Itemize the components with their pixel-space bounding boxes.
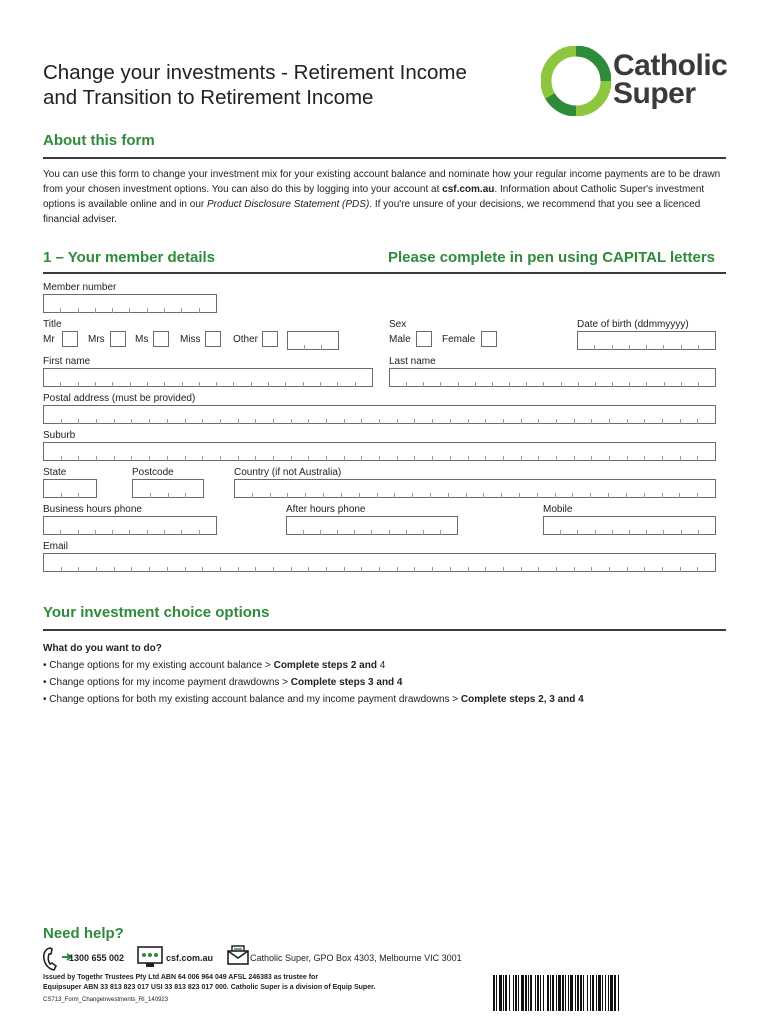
sex-female-label: Female: [442, 334, 476, 345]
sex-female-checkbox[interactable]: [481, 331, 497, 347]
postal-address-label: Postal address (must be provided): [43, 393, 196, 404]
help-website[interactable]: csf.com.au: [166, 953, 214, 963]
business-phone-label: Business hours phone: [43, 504, 142, 515]
postal-address-field[interactable]: [43, 405, 716, 424]
dob-label: Date of birth (ddmmyyyy): [577, 319, 689, 330]
title-ms-label: Ms: [135, 334, 149, 345]
sex-male-label: Male: [389, 334, 411, 345]
title-other-label: Other: [233, 334, 259, 345]
choice-option-3: • Change options for both my existing account balance and my income payment drawdowns > Complete steps 2, 3 and 4: [43, 694, 584, 705]
suburb-label: Suburb: [43, 430, 76, 441]
help-phone[interactable]: 1300 655 002: [69, 953, 125, 963]
need-help-heading: Need help?: [43, 925, 124, 942]
email-field[interactable]: [43, 553, 716, 572]
title-label: Title: [43, 319, 62, 330]
title-other-checkbox[interactable]: [262, 331, 278, 347]
logo-mark-icon: [541, 46, 611, 116]
after-hours-phone-field[interactable]: [286, 516, 458, 535]
last-name-label: Last name: [389, 356, 436, 367]
page-title: Change your investments - Retirement Income and Transition to Retirement Income: [43, 61, 467, 109]
member-number-field[interactable]: [43, 294, 217, 313]
mobile-label: Mobile: [543, 504, 573, 515]
title-mrs-checkbox[interactable]: [110, 331, 126, 347]
pen-note: Please complete in pen using CAPITAL letters: [388, 249, 716, 266]
dob-field[interactable]: [577, 331, 716, 350]
title-mr-label: Mr: [43, 334, 55, 345]
email-label: Email: [43, 541, 69, 552]
title-other-field[interactable]: [287, 331, 339, 350]
first-name-field[interactable]: [43, 368, 373, 387]
csf-link[interactable]: csf.com.au: [442, 184, 495, 195]
choices-question: What do you want to do?: [43, 643, 162, 654]
barcode: [493, 975, 725, 1011]
postcode-field[interactable]: [132, 479, 204, 498]
issuer-statement: Issued by Togethr Trustees Pty Ltd ABN 64 006 964 049 AFSL 246383 as trustee for Equipsuper ABN 33 813 823 017 USI 33 813 823 017 000. Catholic Super is a division of Equip Super.: [43, 974, 376, 991]
mobile-field[interactable]: [543, 516, 716, 535]
member-details-heading: 1 – Your member details: [43, 249, 216, 266]
postcode-label: Postcode: [132, 467, 174, 478]
choices-rule: [43, 629, 726, 631]
sex-label: Sex: [389, 319, 407, 330]
title-mr-checkbox[interactable]: [62, 331, 78, 347]
choices-list: [43, 640, 733, 708]
phone-icon: [42, 946, 64, 972]
state-label: State: [43, 467, 67, 478]
about-text: You can use this form to change your investment mix for your existing account balance and nominate how your regular income payments are to be drawn from your chosen investment options. You can also do this by logging into your account at csf.com.au. Information about Catholic Super's investment options is available online and in our Product Disclosure Statement (PDS). If you're unsure of your decisions, we recommend that you see a licenced financial adviser.: [43, 169, 721, 225]
catholic-super-logo: [541, 46, 731, 116]
last-name-field[interactable]: [389, 368, 716, 387]
after-hours-phone-label: After hours phone: [286, 504, 366, 515]
help-address: Catholic Super, GPO Box 4303, Melbourne VIC 3001: [250, 953, 462, 963]
member-number-label: Member number: [43, 282, 117, 293]
form-code: CS713_Form_ChangeInvestments_RI_140923: [43, 997, 169, 1003]
state-field[interactable]: [43, 479, 97, 498]
sex-male-checkbox[interactable]: [416, 331, 432, 347]
first-name-label: First name: [43, 356, 91, 367]
title-mrs-label: Mrs: [88, 334, 105, 345]
title-ms-checkbox[interactable]: [153, 331, 169, 347]
title-miss-label: Miss: [180, 334, 201, 345]
country-field[interactable]: [234, 479, 716, 498]
about-heading: About this form: [43, 132, 155, 149]
business-phone-field[interactable]: [43, 516, 217, 535]
choice-option-2: • Change options for my income payment drawdowns > Complete steps 3 and 4: [43, 677, 403, 688]
suburb-field[interactable]: [43, 442, 716, 461]
country-label: Country (if not Australia): [234, 467, 342, 478]
about-rule: [43, 157, 726, 159]
mail-icon: [227, 945, 249, 965]
computer-icon: [137, 946, 163, 968]
investment-choice-heading: Your investment choice options: [43, 604, 270, 621]
title-miss-checkbox[interactable]: [205, 331, 221, 347]
logo-wordmark: Catholic Super: [613, 49, 728, 110]
choice-option-1: • Change options for my existing account balance > Complete steps 2 and 4: [43, 660, 386, 671]
member-rule: [43, 272, 726, 274]
